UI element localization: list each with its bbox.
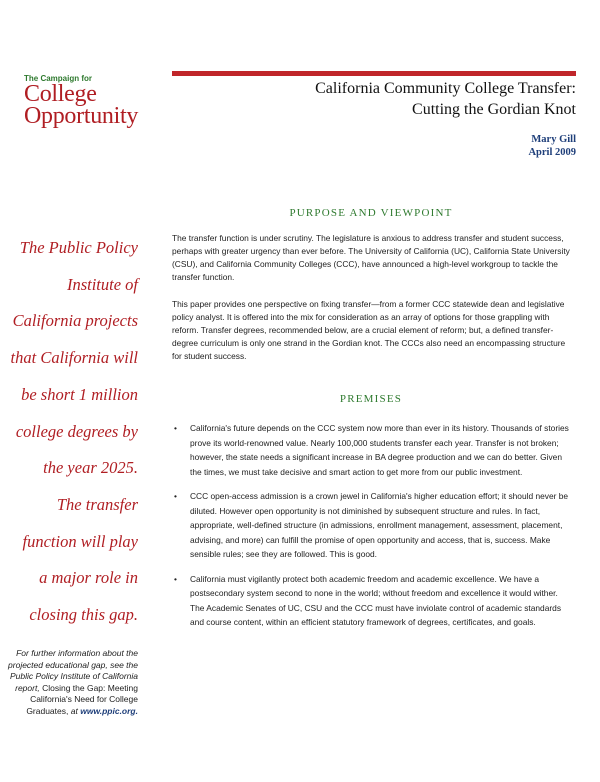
premise-text: California's future depends on the CCC system now more than ever in its history. Thousands of stories prove its world-renowned value. Nearly 100,000 students transfer each year. Transfer is not broken; however, the state needs a significant increase in BA degree production and we can do better. Given the times, we must take decisive and smart action to get more from our public investment. <box>190 423 569 477</box>
pull-quote-line: college degrees by <box>15 421 138 441</box>
bullet-dot: • <box>174 491 177 501</box>
note-report-title: Closing the Gap: Meeting California's Need for College Graduates, <box>26 682 138 716</box>
premise-item <box>172 572 574 630</box>
title-line-2: Cutting the Gordian Knot <box>412 101 576 118</box>
purpose-paragraph-2: This paper provides one perspective on fixing transfer—from a former CCC statewide dean and legislative policy analyst. It is offered into the mix for consideration as an array of options for those grappling with reform. Transfer degrees, recommended below, are a crucial element of reform; but, a defined transfer-degree curriculum is only one strand in the Gordian knot. The CCCs also need an encompassing structure for student success. <box>172 299 566 361</box>
premise-text: CCC open-access admission is a crown jewel in California's higher education effort; it should never be diluted. However open opportunity is not diminished by subsequent structure and rules. In fact, appropriate, well-defined structure (in admissions, enrollment management, assessment, placement, advising, and more) can fulfill the promise of open opportunity and access, that is, success. Make sensible rules; see they are followed. This is good. <box>190 491 569 559</box>
premises-list <box>172 421 574 640</box>
note-at: at <box>70 705 78 716</box>
pull-quote-line: California projects <box>12 311 138 331</box>
document-title <box>196 78 576 120</box>
campaign-logo <box>24 74 164 127</box>
sidebar-pull-quote <box>8 230 138 634</box>
logo-tagline: The Campaign for <box>24 74 93 83</box>
pull-quote-line: closing this gap. <box>29 605 138 625</box>
pull-quote-line: The transfer <box>56 494 138 514</box>
premise-item <box>172 421 574 479</box>
purpose-heading: PURPOSE AND VIEWPOINT <box>289 207 453 219</box>
purpose-paragraph-1: The transfer function is under scrutiny. The legislature is anxious to address transfer and student success, perhaps with greater urgency than ever before. The University of California (UC), California State University (CSU), and California Community Colleges (CCC), have announced a high-level workgroup to tackle the transfer function. <box>172 233 570 282</box>
pull-quote-line: that California will <box>10 348 138 368</box>
publication-date: April 2009 <box>528 147 576 158</box>
premise-text: California must vigilantly protect both academic freedom and academic excellence. We have a postsecondary system second to none in the world; without freedom and excellence it would wither. The Academic Senates of UC, CSU and the CCC must have inviolate control of academic standards and course content, within an efficient statutory framework of degrees, certificates, and goals. <box>190 573 562 627</box>
sidebar-reference-note <box>8 648 138 718</box>
pull-quote-line: The Public Policy <box>19 238 138 257</box>
logo-wordmark-line1: College <box>24 81 97 107</box>
author-name: Mary Gill <box>531 134 576 145</box>
title-line-1: California Community College Transfer: <box>315 80 576 97</box>
header-rule <box>172 71 576 76</box>
pull-quote-line: the year 2025. <box>43 458 138 478</box>
note-text: For further information about the projected educational gap, see the Public Policy Institute of California report, <box>8 648 138 693</box>
pull-quote-line: a major role in <box>39 568 138 588</box>
pull-quote-line: function will play <box>22 531 138 551</box>
premises-heading: PREMISES <box>339 393 403 405</box>
logo-wordmark-line2: Opportunity <box>24 103 139 129</box>
bullet-dot: • <box>174 423 177 433</box>
premise-item <box>172 489 574 562</box>
byline <box>376 133 576 159</box>
pull-quote-line: be short 1 million <box>21 384 138 404</box>
ppic-link[interactable]: www.ppic.org. <box>80 705 138 716</box>
bullet-dot: • <box>174 573 177 584</box>
pull-quote-line: Institute of <box>66 274 138 294</box>
